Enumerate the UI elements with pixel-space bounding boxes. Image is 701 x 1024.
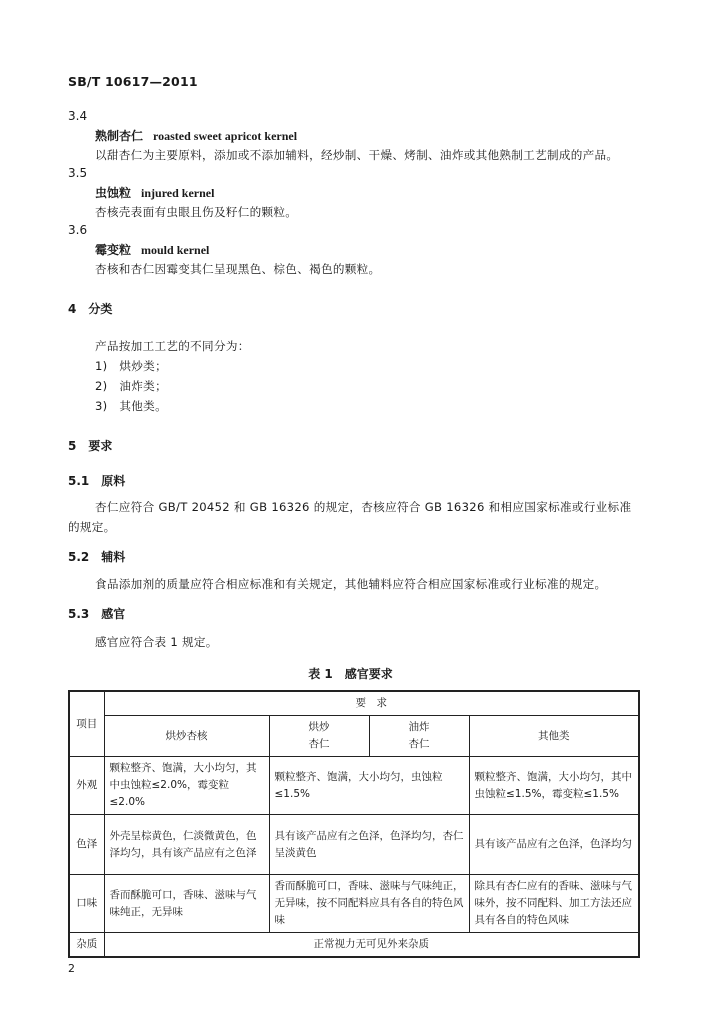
clause-number: 3.6 (68, 223, 88, 237)
cell: 具有该产品应有之色泽，色泽均匀 (469, 815, 639, 875)
term-heading (95, 241, 209, 258)
term-cn: 熟制杏仁 (95, 129, 144, 143)
term-cn: 霉变粒 (95, 243, 132, 257)
table-header-row (69, 716, 639, 757)
header-text: 油炸 (408, 721, 430, 733)
cell: 香而酥脆可口，香味、滋味与气味纯正，无异味，按不同配料应具有各自的特色风味 (269, 875, 469, 933)
clause-number: 3.5 (68, 166, 88, 180)
table-caption: 表 1 感官要求 (308, 667, 393, 681)
header-requirements: 要 求 (104, 691, 639, 716)
classification-item: 2) 油炸类； (95, 379, 167, 393)
term-en: roasted sweet apricot kernel (153, 129, 298, 143)
row-label: 口味 (69, 875, 104, 933)
header-text: 烘炒 (308, 721, 330, 733)
header-roasted-kernel-shell: 烘炒杏核 (104, 716, 269, 757)
clause-number: 3.4 (68, 109, 88, 123)
header-other: 其他类 (469, 716, 639, 757)
standard-code-header: SB/T 10617—2011 (68, 74, 198, 89)
row-label: 外观 (69, 757, 104, 815)
header-fried-kernel (369, 716, 469, 757)
section-heading: 5 要求 (68, 439, 113, 453)
cell: 正常视力无可见外来杂质 (104, 933, 639, 958)
table-row (69, 815, 639, 875)
table-row (69, 875, 639, 933)
row-label: 色泽 (69, 815, 104, 875)
term-en: injured kernel (141, 186, 215, 200)
sensory-requirements-table (68, 690, 640, 958)
table-row (69, 933, 639, 958)
subsection-heading: 5.2 辅料 (68, 550, 126, 564)
term-heading (95, 127, 297, 144)
term-definition: 杏核和杏仁因霉变其仁呈现黑色、棕色、褐色的颗粒。 (95, 262, 381, 276)
subsection-heading: 5.3 感官 (68, 607, 126, 621)
cell: 除具有杏仁应有的香味、滋味与气味外，按不同配料、加工方法还应具有各自的特色风味 (469, 875, 639, 933)
term-en: mould kernel (141, 243, 210, 257)
section-heading: 4 分类 (68, 302, 113, 316)
page-number: 2 (68, 962, 75, 975)
classification-intro: 产品按加工工艺的不同分为： (95, 339, 250, 353)
raw-material-text: 杏仁应符合 GB/T 20452 和 GB 16326 的规定，杏核应符合 GB 16326 和相应国家标准或行业标准 (95, 500, 632, 514)
cell: 外壳呈棕黄色，仁淡微黄色，色泽均匀，具有该产品应有之色泽 (104, 815, 269, 875)
term-definition: 杏核壳表面有虫眼且伤及籽仁的颗粒。 (95, 205, 298, 219)
term-definition: 以甜杏仁为主要原料，添加或不添加辅料，经炒制、干燥、烤制、油炸或其他熟制工艺制成的产品。 (95, 148, 619, 162)
term-heading (95, 184, 214, 201)
auxiliary-material-text: 食品添加剂的质量应符合相应标准和有关规定，其他辅料应符合相应国家标准或行业标准的规定。 (95, 577, 607, 591)
raw-material-text-cont: 的规定。 (68, 520, 116, 534)
classification-item: 1) 烘炒类； (95, 359, 167, 373)
classification-item: 3) 其他类。 (95, 399, 167, 413)
cell: 香而酥脆可口，香味、滋味与气味纯正，无异味 (104, 875, 269, 933)
header-roasted-kernel (269, 716, 369, 757)
sensory-text: 感官应符合表 1 规定。 (95, 635, 218, 649)
header-item: 项目 (69, 691, 104, 757)
cell: 颗粒整齐、饱满，大小均匀，其中虫蚀粒≤1.5%，霉变粒≤1.5% (469, 757, 639, 815)
table-header-row (69, 691, 639, 716)
cell: 具有该产品应有之色泽，色泽均匀，杏仁呈淡黄色 (269, 815, 469, 875)
cell: 颗粒整齐、饱满，大小均匀，虫蚀粒≤1.5% (269, 757, 469, 815)
term-cn: 虫蚀粒 (95, 186, 132, 200)
row-label: 杂质 (69, 933, 104, 958)
table-row (69, 757, 639, 815)
cell: 颗粒整齐、饱满，大小均匀，其中虫蚀粒≤2.0%，霉变粒≤2.0% (104, 757, 269, 815)
header-text: 杏仁 (408, 738, 430, 750)
header-text: 杏仁 (308, 738, 330, 750)
subsection-heading: 5.1 原料 (68, 474, 126, 488)
